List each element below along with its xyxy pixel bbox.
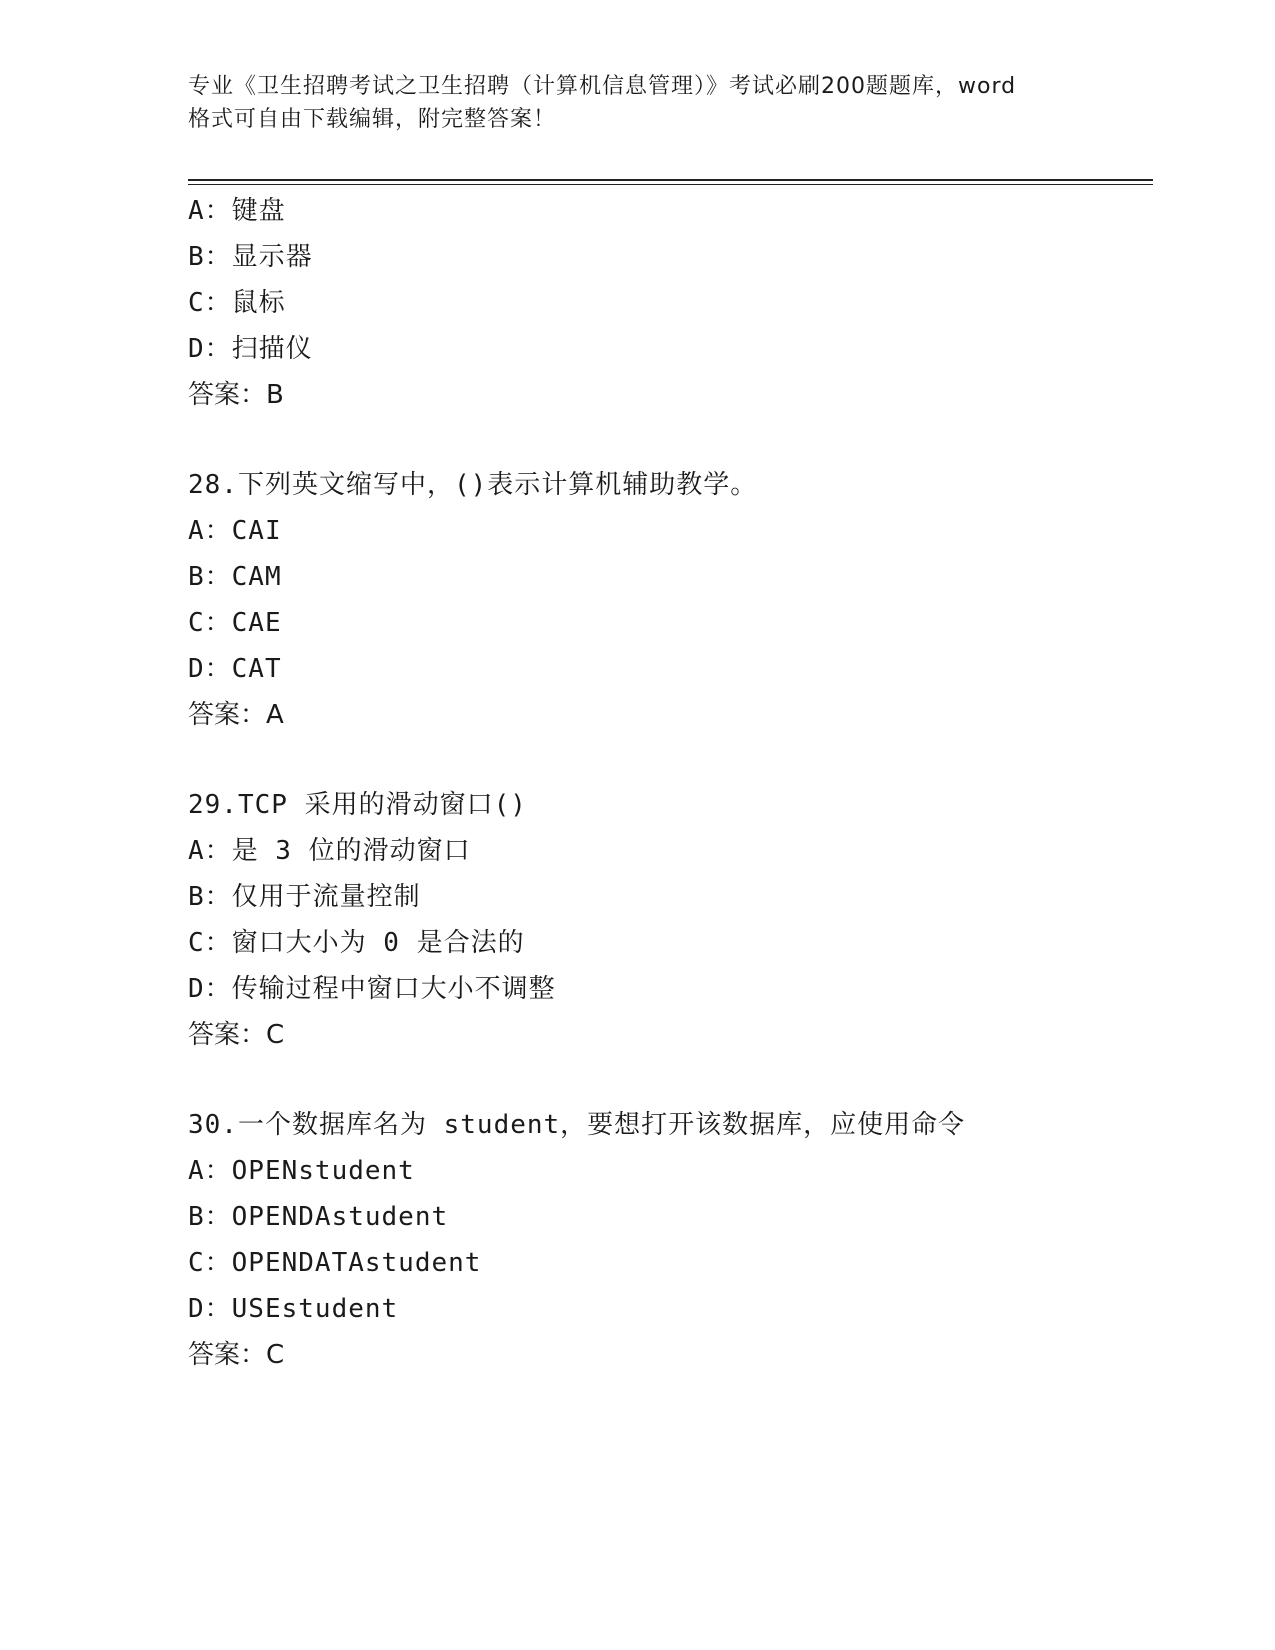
header-divider-thin xyxy=(188,184,1153,185)
question-title: 30.一个数据库名为 student，要想打开该数据库，应使用命令 xyxy=(188,1110,966,1140)
document-header xyxy=(188,70,1088,136)
answer-line: 答案：B xyxy=(188,380,284,410)
option-c: C：CAE xyxy=(188,608,282,638)
option-c: C：窗口大小为 0 是合法的 xyxy=(188,928,525,958)
header-line-2: 格式可自由下载编辑，附完整答案！ xyxy=(188,107,557,132)
option-a: A：CAI xyxy=(188,516,282,546)
option-b: B：CAM xyxy=(188,562,282,592)
option-b: B：显示器 xyxy=(188,242,313,272)
question-title: 28.下列英文缩写中，()表示计算机辅助教学。 xyxy=(188,470,758,500)
question-29 xyxy=(188,782,1148,1058)
option-d: D：传输过程中窗口大小不调整 xyxy=(188,974,556,1004)
answer-line: 答案：C xyxy=(188,1020,285,1050)
spacer xyxy=(188,1058,1148,1102)
option-c: C：OPENDATAstudent xyxy=(188,1248,482,1278)
question-30 xyxy=(188,1102,1148,1378)
option-d: D：CAT xyxy=(188,654,282,684)
answer-line: 答案：A xyxy=(188,700,284,730)
question-28 xyxy=(188,462,1148,738)
answer-line: 答案：C xyxy=(188,1340,285,1370)
option-b: B：OPENDAstudent xyxy=(188,1202,449,1232)
header-line-1: 专业《卫生招聘考试之卫生招聘（计算机信息管理）》考试必刷200题题库，word xyxy=(188,74,1017,99)
spacer xyxy=(188,738,1148,782)
question-list xyxy=(188,188,1148,1378)
question-27-continued xyxy=(188,188,1148,418)
header-divider-thick xyxy=(188,179,1153,181)
option-a: A：键盘 xyxy=(188,196,286,226)
option-a: A：OPENstudent xyxy=(188,1156,415,1186)
option-b: B：仅用于流量控制 xyxy=(188,882,421,912)
spacer xyxy=(188,418,1148,462)
option-a: A：是 3 位的滑动窗口 xyxy=(188,836,471,866)
option-d: D：扫描仪 xyxy=(188,334,313,364)
option-d: D：USEstudent xyxy=(188,1294,399,1324)
option-c: C：鼠标 xyxy=(188,288,286,318)
question-title: 29.TCP 采用的滑动窗口() xyxy=(188,790,527,820)
